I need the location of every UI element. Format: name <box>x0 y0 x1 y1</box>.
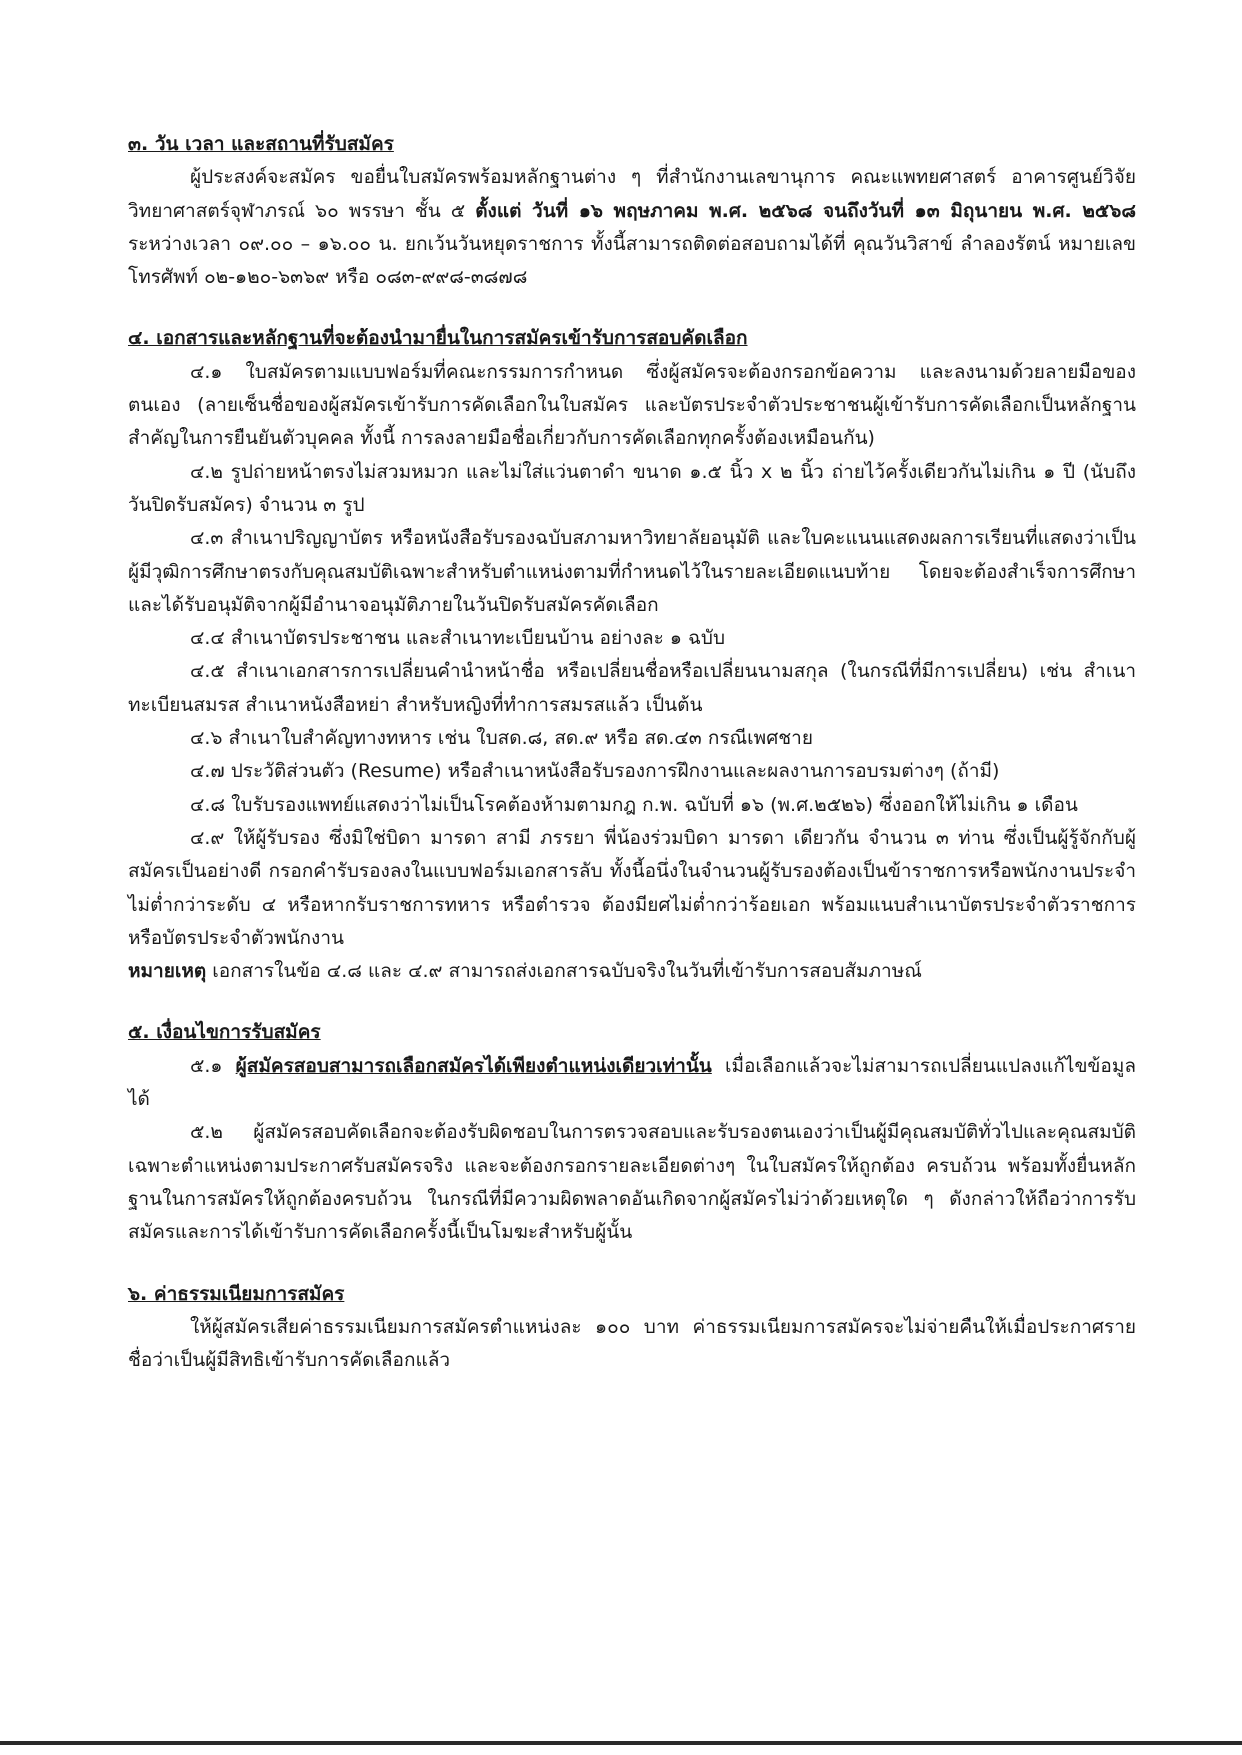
section-3-text-c: ระหว่างเวลา ๐๙.๐๐ – ๑๖.๐๐ น. ยกเว้นวันหยุดราชการ ทั้งนี้สามารถติดต่อสอบถามได้ที่ คุณวันวิสาข์ ลำลองรัตน์ หมายเลขโทรศัพท์ ๐๒-๑๒๐-๖๓๖๙ หรือ ๐๘๓-๙๙๘-๓๘๗๘ <box>128 232 1136 289</box>
section-4-item-3: ๔.๓ สำเนาปริญญาบัตร หรือหนังสือรับรองฉบับสภามหาวิทยาลัยอนุมัติ และใบคะแนนแสดงผลการเรียนที่แสดงว่าเป็นผู้มีวุฒิการศึกษาตรงกับคุณสมบัติเฉพาะสำหรับตำแหน่งตามที่กำหนดไว้ในรายละเอียดแนบท้าย โดยจะต้องสำเร็จการศึกษาและได้รับอนุมัติจากผู้มีอำนาจอนุมัติภายในวันปิดรับสมัครคัดเลือก <box>128 527 1136 616</box>
note-label: หมายเหตุ <box>128 960 207 983</box>
section-4-heading: ๔. เอกสารและหลักฐานที่จะต้องนำมายื่นในการสมัครเข้ารับการสอบคัดเลือก <box>128 327 748 350</box>
section-5-heading: ๕. เงื่อนไขการรับสมัคร <box>128 1021 321 1044</box>
section-6-paragraph: ให้ผู้สมัครเสียค่าธรรมเนียมการสมัครตำแหน่งละ ๑๐๐ บาท ค่าธรรมเนียมการสมัครจะไม่จ่ายคืนให้เมื่อประกาศรายชื่อว่าเป็นผู้มีสิทธิเข้ารับการคัดเลือกแล้ว <box>128 1315 1136 1372</box>
section-3-text-a: ผู้ประสงค์จะสมัคร ขอยื่นใบสมัครพร้อมหลักฐานต่าง ๆ ที่สำนักงานเลขานุการ คณะแพทยศาสตร์ อาคารศูนย์วิจัยวิทยาศาสตร์จุฬาภรณ์ ๖๐ พรรษา ชั้น ๕ <box>128 166 1136 222</box>
section-5-item-1-number: ๕.๑ <box>190 1054 236 1077</box>
section-4-note <box>128 955 1136 988</box>
section-4-item-8: ๔.๘ ใบรับรองแพทย์แสดงว่าไม่เป็นโรคต้องห้ามตามกฎ ก.พ. ฉบับที่ ๑๖ (พ.ศ.๒๕๒๖) ซึ่งออกให้ไม่เกิน ๑ เดือน <box>190 793 1078 816</box>
section-4-item-6: ๔.๖ สำเนาใบสำคัญทางทหาร เช่น ใบสด.๘, สด.๙ หรือ สด.๔๓ กรณีเพศชาย <box>190 727 813 750</box>
section-3-dates: ตั้งแต่ วันที่ ๑๖ พฤษภาคม พ.ศ. ๒๕๖๘ จนถึงวันที่ ๑๓ มิถุนายน พ.ศ. ๒๕๖๘ <box>475 199 1136 222</box>
section-4-item-2: ๔.๒ รูปถ่ายหน้าตรงไม่สวมหมวก และไม่ใส่แว่นตาดำ ขนาด ๑.๕ นิ้ว x ๒ นิ้ว ถ่ายไว้ครั้งเดียวกันไม่เกิน ๑ ปี (นับถึงวันปิดรับสมัคร) จำนวน ๓ รูป <box>128 460 1136 516</box>
note-text: เอกสารในข้อ ๔.๘ และ ๔.๙ สามารถส่งเอกสารฉบับจริงในวันที่เข้ารับการสอบสัมภาษณ์ <box>206 960 922 983</box>
section-4-item-7: ๔.๗ ประวัติส่วนตัว (Resume) หรือสำเนาหนังสือรับรองการฝึกงานและผลงานการอบรมต่างๆ (ถ้ามี) <box>190 760 1000 783</box>
section-6-heading: ๖. ค่าธรรมเนียมการสมัคร <box>128 1282 345 1305</box>
section-4-item-9: ๔.๙ ให้ผู้รับรอง ซึ่งมิใช่บิดา มารดา สามี ภรรยา พี่น้องร่วมบิดา มารดา เดียวกัน จำนวน ๓ ท่าน ซึ่งเป็นผู้รู้จักกับผู้สมัครเป็นอย่างดี กรอกคำรับรองลงในแบบฟอร์มเอกสารลับ ทั้งนี้อนึ่งในจำนวนผู้รับรองต้องเป็นข้าราชการหรือพนักงานประจำ ไม่ต่ำกว่าระดับ ๔ หรือหากรับราชการทหาร หรือตำรวจ ต้องมียศไม่ต่ำกว่าร้อยเอก พร้อมแนบสำเนาบัตรประจำตัวราชการหรือบัตรประจำตัวพนักงาน <box>128 826 1136 949</box>
section-5-item-2: ๕.๒ ผู้สมัครสอบคัดเลือกจะต้องรับผิดชอบในการตรวจสอบและรับรองตนเองว่าเป็นผู้มีคุณสมบัติทั่วไปและคุณสมบัติเฉพาะตำแหน่งตามประกาศรับสมัครจริง และจะต้องกรอกรายละเอียดต่างๆ ในใบสมัครให้ถูกต้อง ครบถ้วน พร้อมทั้งยื่นหลักฐานในการสมัครให้ถูกต้องครบถ้วน ในกรณีที่มีความผิดพลาดอันเกิดจากผู้สมัครไม่ว่าด้วยเหตุใด ๆ ดังกล่าวให้ถือว่าการรับสมัครและการได้เข้ารับการคัดเลือกครั้งนี้เป็นโมฆะสำหรับผู้นั้น <box>128 1121 1136 1244</box>
section-4-item-4: ๔.๔ สำเนาบัตรประชาชน และสำเนาทะเบียนบ้าน อย่างละ ๑ ฉบับ <box>190 627 726 650</box>
section-4-item-5: ๔.๕ สำเนาเอกสารการเปลี่ยนคำนำหน้าชื่อ หรือเปลี่ยนชื่อหรือเปลี่ยนนามสกุล (ในกรณีที่มีการเปลี่ยน) เช่น สำเนาทะเบียนสมรส สำเนาหนังสือหย่า สำหรับหญิงที่ทำการสมรสแล้ว เป็นต้น <box>128 660 1136 716</box>
section-5-item-1 <box>128 1050 1136 1117</box>
section-3-heading: ๓. วัน เวลา และสถานที่รับสมัคร <box>128 133 394 155</box>
section-5-item-1-rest: เมื่อเลือกแล้วจะไม่สามารถเปลี่ยนแปลงแก้ไขข้อมูลได้ <box>128 1054 1136 1111</box>
section-4-item-1: ๔.๑ ใบสมัครตามแบบฟอร์มที่คณะกรรมการกำหนด ซึ่งผู้สมัครจะต้องกรอกข้อความ และลงนามด้วยลายมือของตนเอง (ลายเซ็นชื่อของผู้สมัครเข้ารับการคัดเลือกในใบสมัคร และบัตรประจำตัวประชาชนผู้เข้ารับการคัดเลือกเป็นหลักฐานสำคัญในการยืนยันตัวบุคคล ทั้งนี้ การลงลายมือชื่อเกี่ยวกับการคัดเลือกทุกครั้งต้องเหมือนกัน) <box>128 360 1136 450</box>
scan-bottom-edge <box>0 1741 1242 1745</box>
section-3-paragraph <box>128 161 1136 294</box>
section-5-item-1-emphasis: ผู้สมัครสอบสามารถเลือกสมัครได้เพียงตำแหน่งเดียวเท่านั้น <box>235 1054 712 1077</box>
document-body <box>128 128 1136 1377</box>
